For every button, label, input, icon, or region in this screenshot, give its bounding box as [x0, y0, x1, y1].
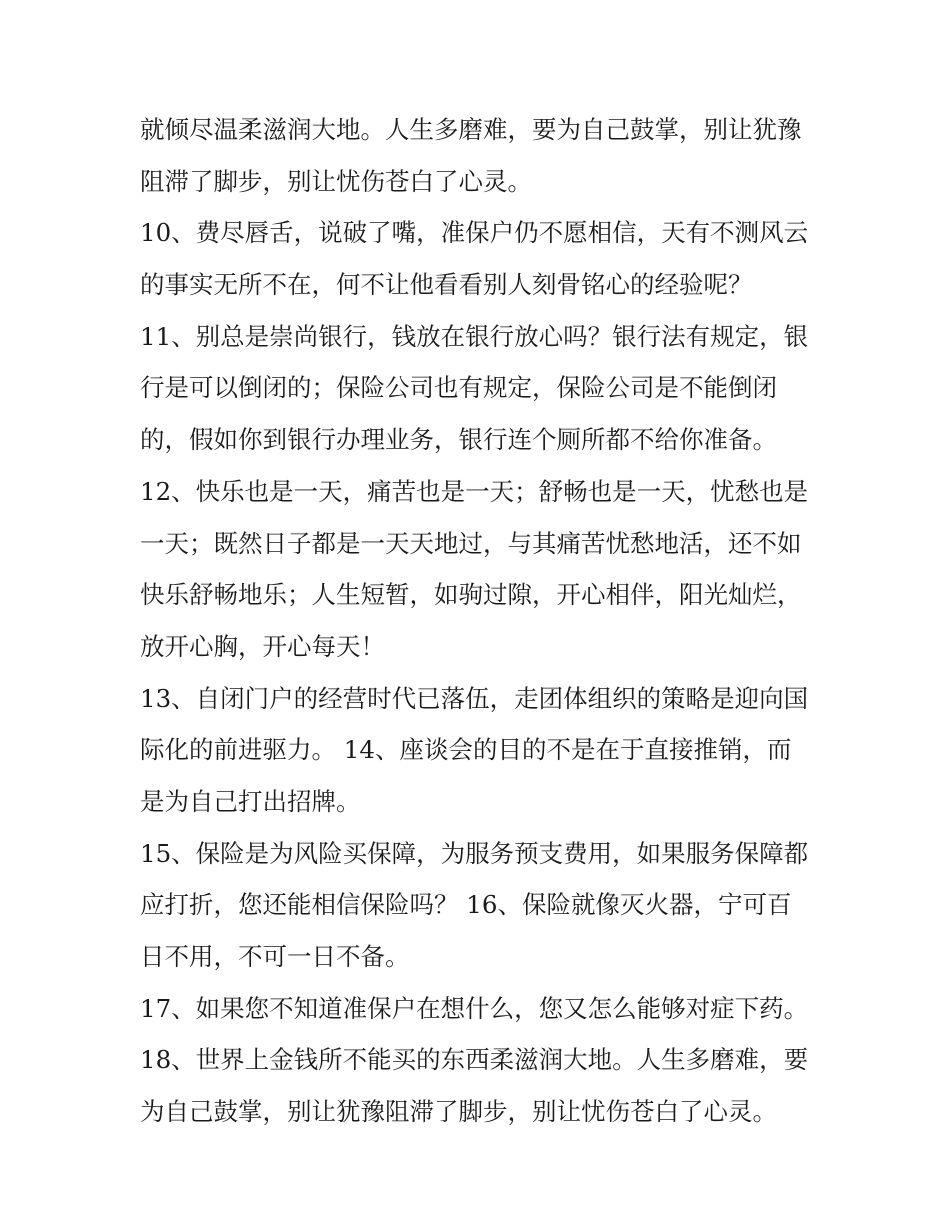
- text-line: 放开心胸，开心每天！: [140, 631, 385, 661]
- text-line: 的事实无所不在，何不让他看看别人刻骨铭心的经验呢？: [140, 270, 753, 300]
- text-line: 一天；既然日子都是一天天地过，与其痛苦忧愁地活，还不如: [140, 528, 802, 558]
- text-line: 行是可以倒闭的；保险公司也有规定，保险公司是不能倒闭: [140, 373, 777, 403]
- text-line: 的，假如你到银行办理业务，银行连个厕所都不给你准备。: [140, 425, 777, 455]
- text-line: 为自己鼓掌，别让犹豫阻滞了脚步，别让忧伤苍白了心灵。: [140, 1097, 777, 1127]
- text-line: 应打折，您还能相信保险吗？ 16、保险就像灭火器，宁可百: [140, 890, 792, 920]
- document-body: [140, 104, 820, 1138]
- text-line: 日不用，不可一日不备。: [140, 942, 410, 971]
- text-line: 际化的前进驱力。 14、座谈会的目的不是在于直接推销，而: [140, 735, 792, 765]
- text-line: 就倾尽温柔滋润大地。人生多磨难，要为自己鼓掌，别让犹豫: [140, 115, 802, 144]
- text-line: 12、快乐也是一天，痛苦也是一天；舒畅也是一天，忧愁也是: [140, 476, 809, 506]
- text-line: 13、自闭门户的经营时代已落伍，走团体组织的策略是迎向国: [140, 683, 809, 713]
- text-line: 10、费尽唇舌，说破了嘴，准保户仍不愿相信，天有不测风云: [140, 218, 809, 248]
- text-line: 11、别总是崇尚银行，钱放在银行放心吗？银行法有规定，银: [140, 321, 809, 351]
- text-line: 阻滞了脚步，别让忧伤苍白了心灵。: [140, 166, 532, 196]
- text-line: 快乐舒畅地乐；人生短暂，如驹过隙，开心相伴，阳光灿烂，: [140, 580, 802, 610]
- text-line: 15、保险是为风险买保障，为服务预支费用，如果服务保障都: [140, 838, 809, 868]
- text-line: 是为自己打出招牌。: [140, 786, 361, 816]
- text-line: 18、世界上金钱所不能买的东西柔滋润大地。人生多磨难，要: [140, 1045, 809, 1075]
- text-line: 17、如果您不知道准保户在想什么，您又怎么能够对症下药。: [140, 993, 809, 1023]
